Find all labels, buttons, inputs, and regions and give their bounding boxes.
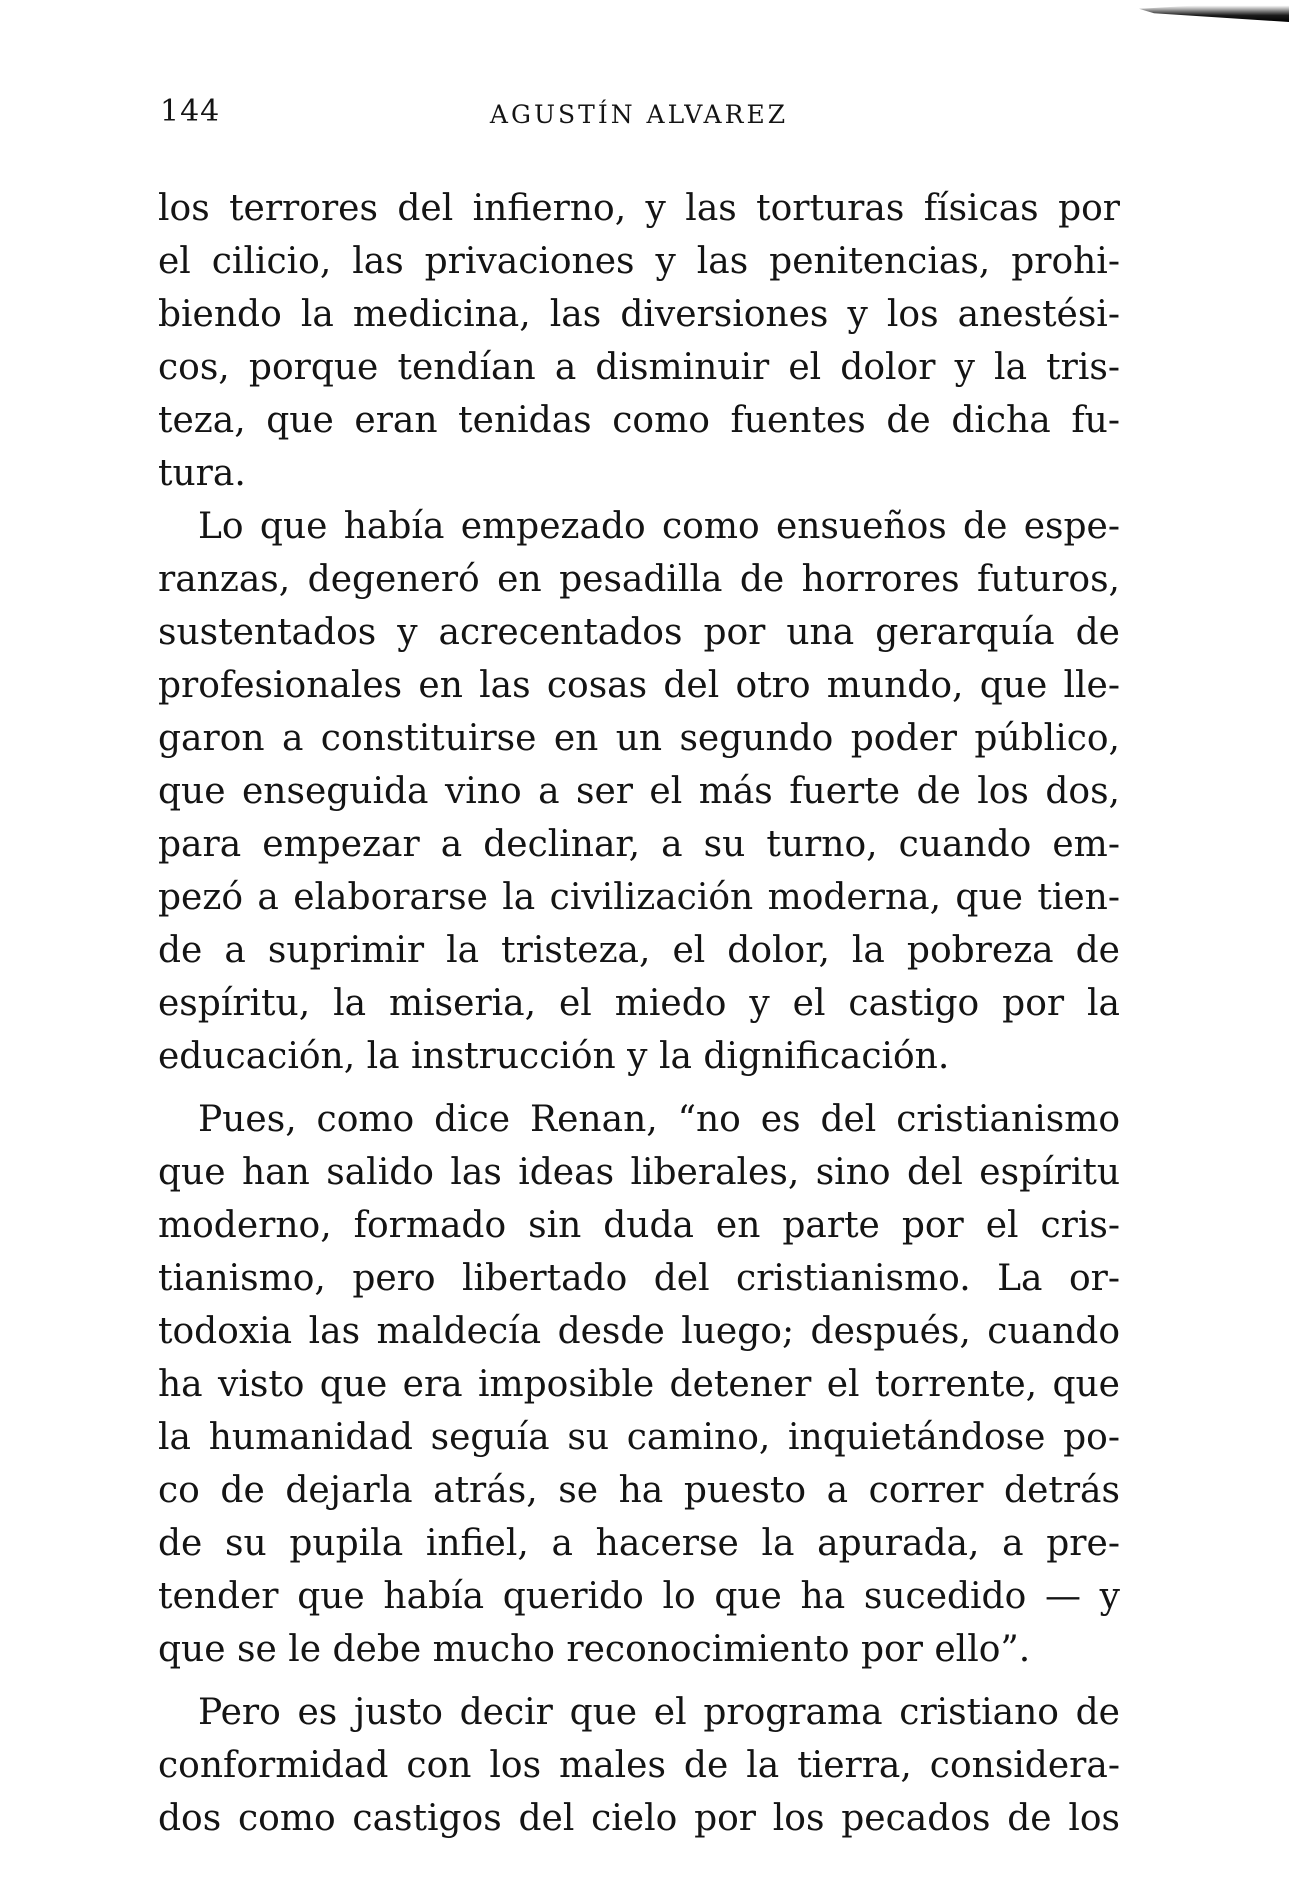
text-line: moderno, formado sin duda en parte por el cris- (158, 1205, 1120, 1246)
running-title: AGUSTÍN ALVAREZ (489, 100, 789, 129)
text-line: co de dejarla atrás, se ha puesto a correr detrás (158, 1470, 1120, 1511)
body-text (158, 182, 1120, 1845)
paragraph-spacer (158, 1676, 1120, 1686)
text-line: Pues, como dice Renan, “no es del cristianismo (198, 1099, 1120, 1140)
text-line: que han salido las ideas liberales, sino del espíritu (158, 1152, 1120, 1193)
paragraph (158, 500, 1120, 1083)
text-line: todoxia las maldecía desde luego; después, cuando (158, 1311, 1120, 1352)
text-line: Pero es justo decir que el programa cristiano de (198, 1692, 1120, 1733)
text-line: teza, que eran tenidas como fuentes de dicha fu- (158, 400, 1120, 441)
text-line: tender que había querido lo que ha sucedido — y (158, 1576, 1120, 1617)
text-line: de su pupila infiel, a hacerse la apurada, a pre- (158, 1523, 1120, 1564)
text-line: profesionales en las cosas del otro mundo, que lle- (158, 665, 1120, 706)
text-line: para empezar a declinar, a su turno, cuando em- (158, 824, 1120, 865)
page-header (160, 92, 1118, 132)
paragraph (158, 182, 1120, 500)
paragraph-spacer (158, 1083, 1120, 1093)
text-line: ranzas, degeneró en pesadilla de horrores futuros, (158, 559, 1120, 600)
text-line: sustentados y acrecentados por una gerarquía de (158, 612, 1120, 653)
text-line: dos como castigos del cielo por los pecados de los (158, 1798, 1120, 1839)
text-line: ha visto que era imposible detener el torrente, que (158, 1364, 1120, 1405)
text-line: de a suprimir la tristeza, el dolor, la pobreza de (158, 930, 1120, 971)
page-number: 144 (160, 94, 221, 129)
text-line: cos, porque tendían a disminuir el dolor y la tris- (158, 347, 1120, 388)
text-line: conformidad con los males de la tierra, considera- (158, 1745, 1120, 1786)
text-line: la humanidad seguía su camino, inquietándose po- (158, 1417, 1120, 1458)
text-line: pezó a elaborarse la civilización moderna, que tien- (158, 877, 1120, 918)
text-line: Lo que había empezado como ensueños de espe- (198, 506, 1120, 547)
text-line: los terrores del infierno, y las torturas físicas por (158, 188, 1120, 229)
text-line: que se le debe mucho reconocimiento por ello”. (158, 1629, 1031, 1670)
text-line: que enseguida vino a ser el más fuerte de los dos, (158, 771, 1120, 812)
text-line: tianismo, pero libertado del cristianismo. La or- (158, 1258, 1120, 1299)
paragraph (158, 1686, 1120, 1845)
scan-edge-mark (1139, 0, 1289, 22)
text-line: educación, la instrucción y la dignificación. (158, 1036, 950, 1077)
text-line: el cilicio, las privaciones y las penitencias, prohi- (158, 241, 1120, 282)
text-line: garon a constituirse en un segundo poder público, (158, 718, 1120, 759)
text-line: espíritu, la miseria, el miedo y el castigo por la (158, 983, 1120, 1024)
text-line: tura. (158, 453, 246, 494)
paragraph (158, 1093, 1120, 1676)
text-line: biendo la medicina, las diversiones y los anestési- (158, 294, 1120, 335)
